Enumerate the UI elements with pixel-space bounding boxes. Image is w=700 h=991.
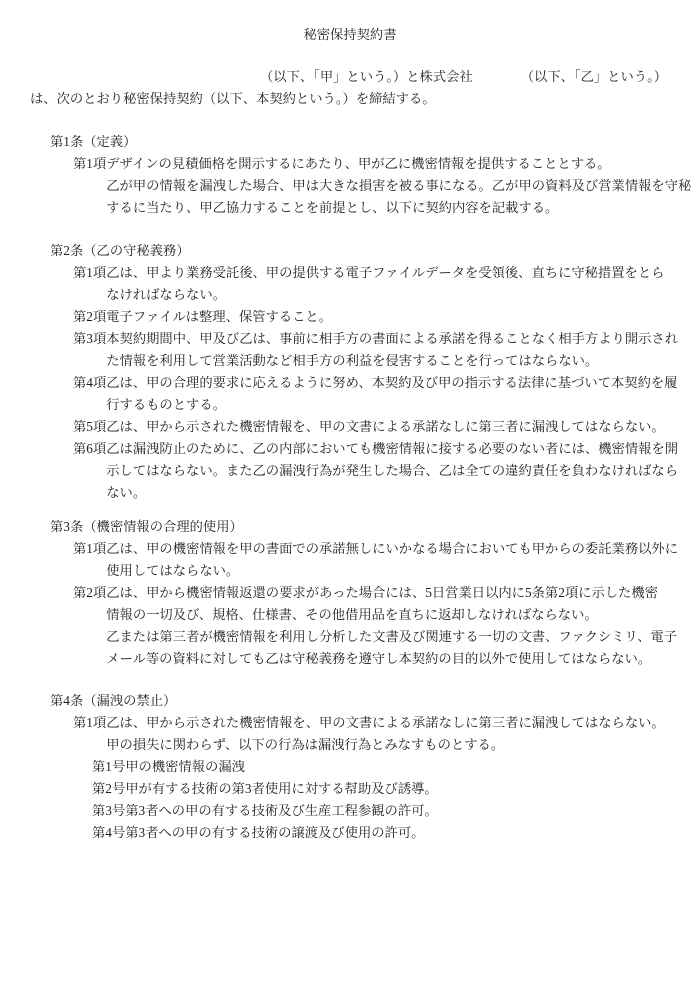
article-2-clause-1 [0,262,700,306]
clause-text [106,416,676,438]
clause-line: 示してはならない。また乙の漏洩行為が発生した場合、乙は全ての違約責任を負わなければなら [106,463,679,478]
clause-line: 電子ファイルは整理、保管すること。 [106,309,333,324]
clause-label: 第1項 [73,265,107,280]
article-3 [0,516,700,670]
article-3-clause-2 [0,582,700,670]
article-2-heading: 第2条（乙の守秘義務） [50,243,190,258]
preamble [30,66,672,110]
clause-line: 情報の一切及び、規格、仕様書、その他借用品を直ちに返却しなければならない。 [106,607,598,622]
clause-label: 第3項 [73,331,107,346]
clause-line: 行するものとする。 [106,397,226,412]
clause-line: 乙が甲の情報を漏洩した場合、甲は大きな損害を被る事になる。乙が甲の資料及び営業情報を守秘 [106,178,692,193]
party-a-designation: （以下、「甲」という。）と株式会社 [260,69,473,84]
clause-line: 乙は、甲の機密情報を甲の書面での承諾無しにいかなる場合においても甲からの委託業務以外に [106,541,679,556]
clause-text [106,372,677,416]
article-4-clause-1 [0,712,700,756]
article-4-item-4 [0,822,700,844]
clause-line: 乙は、甲より業務受託後、甲の提供する電子ファイルデータを受領後、直ちに守秘措置をとら [106,265,665,280]
clause-line: 本契約期間中、甲及び乙は、事前に相手方の書面による承諾を得ることなく相手方より開示され [106,331,679,346]
item-label: 第3号 [92,803,126,818]
item-text: 甲の機密情報の漏洩 [125,759,245,774]
clause-text [106,262,676,306]
clause-text [106,306,676,328]
clause-text [106,438,678,504]
article-1-heading: 第1条（定義） [50,134,137,149]
article-4-item-2 [0,778,700,800]
item-label: 第4号 [92,825,126,840]
article-1 [0,131,700,219]
clause-label: 第5項 [73,419,107,434]
preamble-line-1 [30,66,672,88]
clause-label: 第1項 [73,156,107,171]
clause-text [106,328,678,372]
clause-line: 乙は、甲の合理的要求に応えるように努め、本契約及び甲の指示する法律に基づいて本契約を履 [106,375,678,390]
clause-text [106,538,678,582]
article-1-clause-1 [0,153,700,219]
clause-line: 使用してはならない。 [106,563,240,578]
clause-label: 第2項 [73,585,107,600]
article-2-clause-6 [0,438,700,504]
clause-text [106,712,676,756]
item-text: 甲が有する技術の第3者使用に対する幇助及び誘導。 [125,781,438,796]
clause-line: 乙は、甲から示された機密情報を、甲の文書による承諾なしに第三者に漏洩してはならない。 [106,715,665,730]
clause-line: 乙または第三者が機密情報を利用し分析した文書及び関連する一切の文書、ファクシミリ、電子 [106,629,678,644]
clause-line: デザインの見積価格を開示するにあたり、甲が乙に機密情報を提供することとする。 [106,156,611,171]
item-text: 第3者への甲の有する技術の譲渡及び使用の許可。 [125,825,425,840]
article-2 [0,240,700,504]
article-2-clause-5 [0,416,700,438]
clause-line: 乙は、甲から機密情報返還の要求があった場合には、5日営業日以内に5条第2項に示した機密 [106,585,658,600]
clause-label: 第2項 [73,309,107,324]
article-2-clause-4 [0,372,700,416]
article-2-clause-2 [0,306,700,328]
item-label: 第1号 [92,759,126,774]
clause-line: ない。 [106,485,147,500]
item-text: 第3者への甲の有する技術及び生産工程参観の許可。 [125,803,438,818]
article-4 [0,690,700,844]
article-4-item-1 [0,756,700,778]
clause-label: 第1項 [73,541,107,556]
clause-line: 乙は、甲から示された機密情報を、甲の文書による承諾なしに第三者に漏洩してはならない。 [106,419,665,434]
article-3-clause-1 [0,538,700,582]
article-4-heading: 第4条（漏洩の禁止） [50,693,177,708]
article-3-heading: 第3条（機密情報の合理的使用） [50,519,243,534]
clause-line: なければならない。 [106,287,226,302]
party-b-designation: （以下、「乙」という。） [520,69,668,84]
clause-text [106,153,691,219]
clause-label: 第1項 [73,715,107,730]
clause-label: 第4項 [73,375,107,390]
clause-line: するに当たり、甲乙協力することを前提とし、以下に契約内容を記載する。 [106,200,559,215]
clause-text [106,582,677,670]
clause-line: メール等の資料に対しても乙は守秘義務を遵守し本契約の目的以外で使用してはならない。 [106,651,652,666]
article-4-item-3 [0,800,700,822]
item-label: 第2号 [92,781,126,796]
clause-line: た情報を利用して営業活動など相手方の利益を侵害することを行ってはならない。 [106,353,599,368]
preamble-line-2: は、次のとおり秘密保持契約（以下、本契約という。）を締結する。 [30,91,436,106]
document-title: 秘密保持契約書 [303,27,397,42]
clause-line: 甲の損失に関わらず、以下の行為は漏洩行為とみなすものとする。 [106,737,505,752]
clause-line: 乙は漏洩防止のために、乙の内部においても機密情報に接する必要のない者には、機密情報を開 [106,441,679,456]
clause-label: 第6項 [73,441,107,456]
article-2-clause-3 [0,328,700,372]
